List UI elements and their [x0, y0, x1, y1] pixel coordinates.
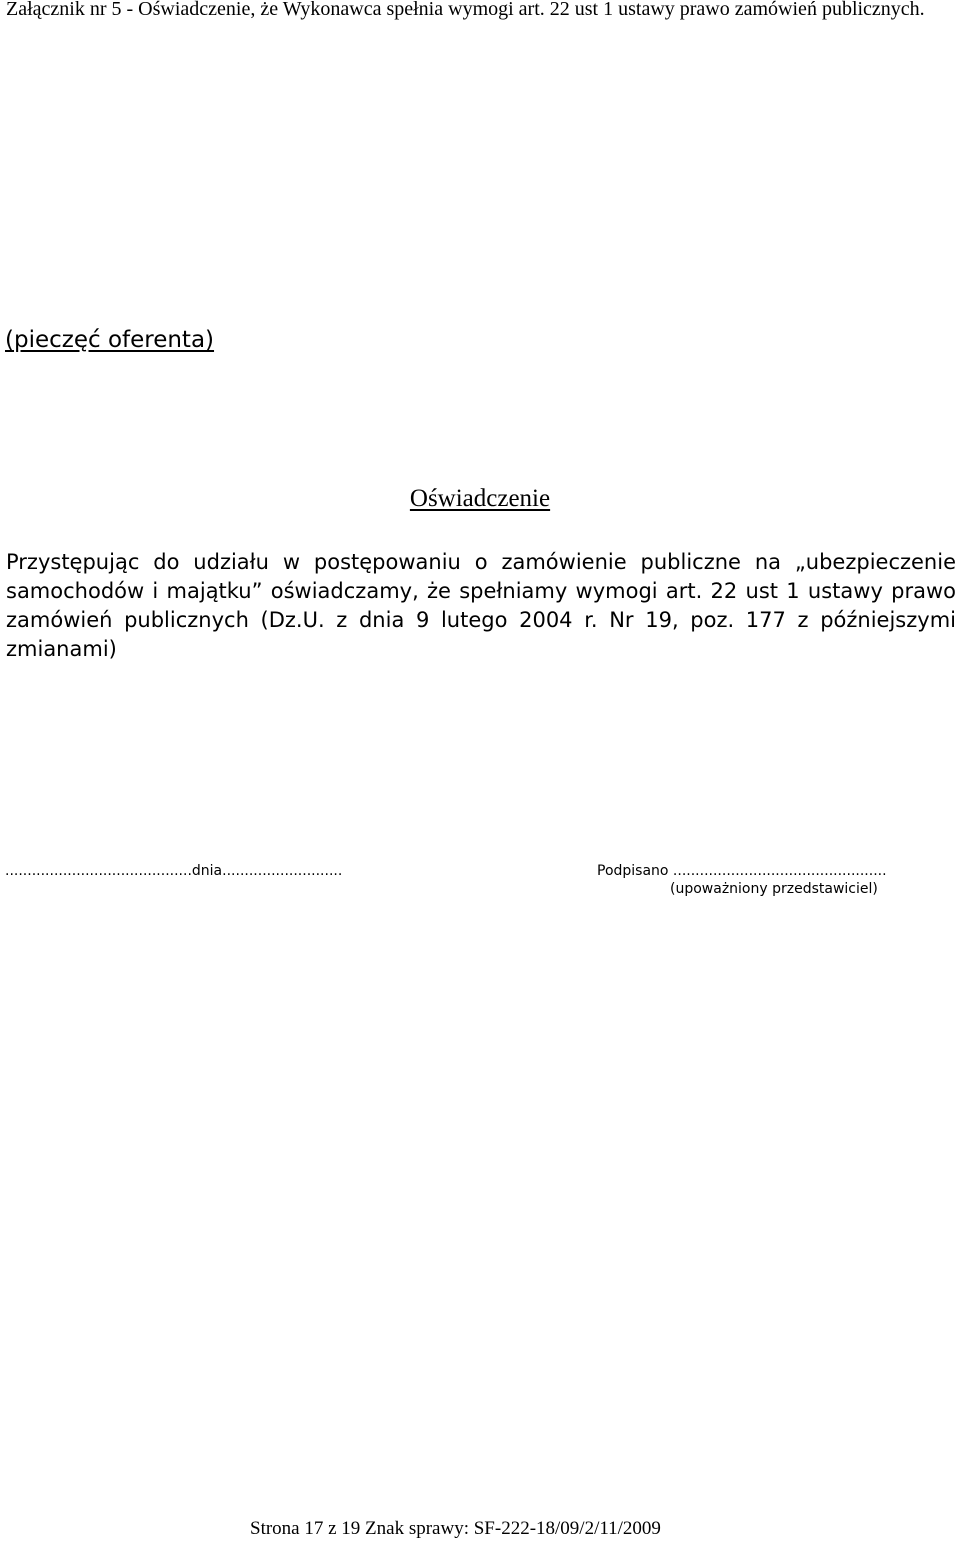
page-footer: Strona 17 z 19 Znak sprawy: SF-222-18/09/2/11/2009 [250, 1518, 661, 1539]
attachment-header: Załącznik nr 5 - Oświadczenie, że Wykonawca spełnia wymogi art. 22 ust 1 ustawy prawo zamówień publicznych. [6, 0, 925, 20]
representative-caption: (upoważniony przedstawiciel) [670, 881, 878, 897]
signed-line: Podpisano ................................................ [597, 863, 887, 879]
place-date-line: ..........................................dnia........................... [5, 863, 343, 879]
declaration-body: Przystępując do udziału w postępowaniu o zamówienie publiczne na „ubezpieczenie samochodów i majątku” oświadczamy, że spełniamy wymogi art. 22 ust 1 ustawy prawo zamówień publicznych (Dz.U. z dnia 9 lutego 2004 r. Nr 19, poz. 177 z późniejszymi zmianami) [6, 550, 956, 661]
document-title: Oświadczenie [409, 485, 551, 512]
bidder-stamp-label: (pieczęć oferenta) [5, 327, 215, 353]
